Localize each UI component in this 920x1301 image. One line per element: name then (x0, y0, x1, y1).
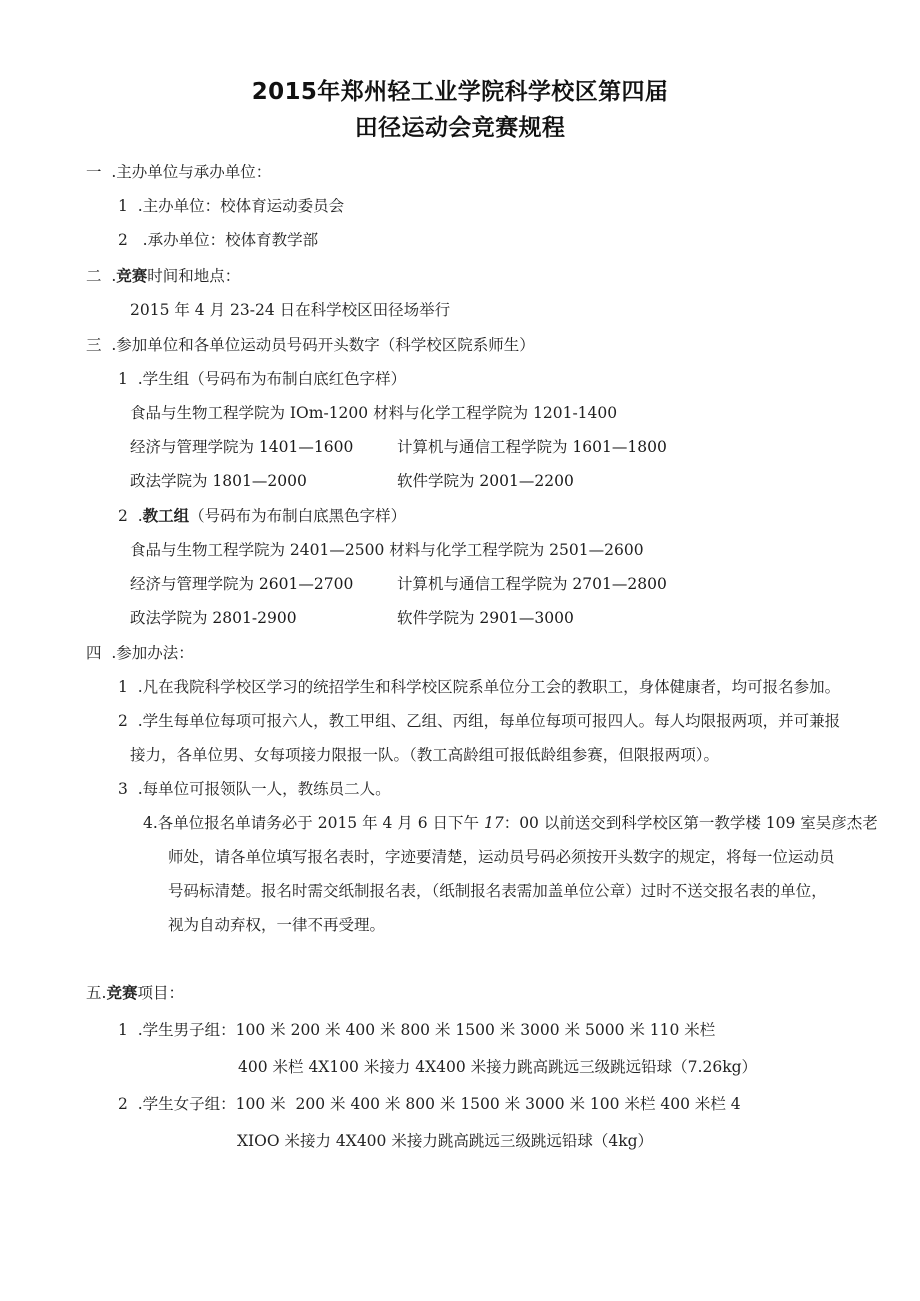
section-4-heading: 四 .参加办法： (86, 644, 194, 662)
section-5-heading-suffix: 项目： (137, 984, 184, 1002)
section-1-heading: 一 .主办单位与承办单位： (86, 163, 272, 181)
section-2-heading-suffix: 时间和地点： (147, 267, 241, 285)
section-3-heading: 三 .参加单位和各单位运动员号码开头数字（科学校区院系师生） (86, 336, 535, 354)
section-3-staff-label (118, 505, 920, 527)
section-3-student-row-1: 食品与生物工程学院为 IOm-1200 材料与化学工程学院为 1201-1400 (130, 404, 618, 422)
section-2-heading-bold: 竞赛 (116, 266, 148, 285)
section-5-men-line-2: 400 米栏 4X100 米接力 4X400 米接力跳高跳远三级跳远铅球（7.26kg） (238, 1058, 758, 1076)
staff-row2-right: 计算机与通信工程学院为 2701—2800 (397, 575, 667, 593)
section-2-heading-prefix: 二 . (86, 267, 117, 285)
item4-text-b: ：00 以前送交到科学校区第一教学楼 109 室吴彦杰老 (503, 814, 878, 832)
staff-label-prefix: 2 . (118, 507, 143, 525)
section-1-item-2: 2 .承办单位：校体育教学部 (118, 231, 319, 249)
student-row2-right: 计算机与通信工程学院为 1601—1800 (397, 438, 667, 456)
section-5-heading (86, 982, 920, 1004)
section-3-staff-row-2 (130, 574, 920, 595)
student-row3-left: 政法学院为 1801—2000 (130, 472, 307, 490)
section-2-body: 2015 年 4 月 23-24 日在科学校区田径场举行 (130, 301, 451, 319)
staff-row2-left: 经济与管理学院为 2601—2700 (130, 575, 354, 593)
section-4-item-2-line-2: 接力，各单位男、女每项接力限报一队。（教工高龄组可报低龄组参赛，但限报两项）。 (130, 746, 720, 764)
title-line-2: 田径运动会竞赛规程 (354, 115, 566, 141)
section-1-item-1: 1 .主办单位：校体育运动委员会 (118, 197, 345, 215)
section-4-item-2-line-1: 2 .学生每单位每项可报六人，教工甲组、乙组、丙组，每单位每项可报四人。每人均限报两项，并可兼报 (118, 712, 841, 730)
section-5-women-line-2: XIOO 米接力 4X400 米接力跳高跳远三级跳远铅球（4kg） (237, 1132, 654, 1150)
section-4-item-1: 1 .凡在我院科学校区学习的统招学生和科学校区院系单位分工会的教职工，身体健康者，均可报名参加。 (118, 678, 841, 696)
student-row2-left: 经济与管理学院为 1401—1600 (130, 438, 354, 456)
section-3-staff-row-1: 食品与生物工程学院为 2401—2500 材料与化学工程学院为 2501—2600 (130, 541, 644, 559)
section-3-staff-row-3 (130, 608, 920, 629)
staff-row3-left: 政法学院为 2801-2900 (130, 609, 297, 627)
section-5-heading-bold: 竞赛 (106, 983, 138, 1002)
section-4-item-4-line-1 (143, 813, 880, 834)
section-3-student-row-3 (130, 471, 920, 492)
section-4-item-4-line-3: 号码标清楚。报名时需交纸制报名表，（纸制报名表需加盖单位公章）过时不送交报名表的单位， (168, 882, 827, 900)
section-2-heading (86, 265, 920, 287)
section-3-student-row-2 (130, 437, 920, 458)
staff-row3-right: 软件学院为 2901—3000 (397, 609, 574, 627)
title-line-1: 2015年郑州轻工业学院科学校区第四届 (251, 79, 669, 105)
section-5-heading-prefix: 五. (86, 984, 107, 1002)
staff-label-suffix: （号码布为布制白底黑色字样） (189, 507, 407, 525)
section-4-item-4-line-2: 师处，请各单位填写报名表时，字迹要清楚，运动员号码必须按开头数字的规定，将每一位运动员 (168, 848, 835, 866)
section-3-student-label: 1 .学生组（号码布为布制白底红色字样） (118, 370, 407, 388)
item4-text-a: 4.各单位报名单请务必于 2015 年 4 月 6 日下午 (143, 814, 484, 832)
staff-label-bold: 教工组 (142, 506, 190, 525)
item4-time-italic: 17 (483, 814, 504, 832)
section-4-item-3: 3 .每单位可报领队一人，教练员二人。 (118, 780, 391, 798)
section-4-item-4-line-4: 视为自动弃权，一律不再受理。 (168, 916, 386, 934)
section-5-women-line-1: 2 .学生女子组：100 米 200 米 400 米 800 米 1500 米 3000 米 100 米栏 400 米栏 4 (118, 1095, 741, 1113)
student-row3-right: 软件学院为 2001—2200 (397, 472, 574, 490)
document-title (0, 74, 920, 146)
section-5-men-line-1: 1 .学生男子组：100 米 200 米 400 米 800 米 1500 米 3000 米 5000 米 110 米栏 (118, 1021, 716, 1039)
